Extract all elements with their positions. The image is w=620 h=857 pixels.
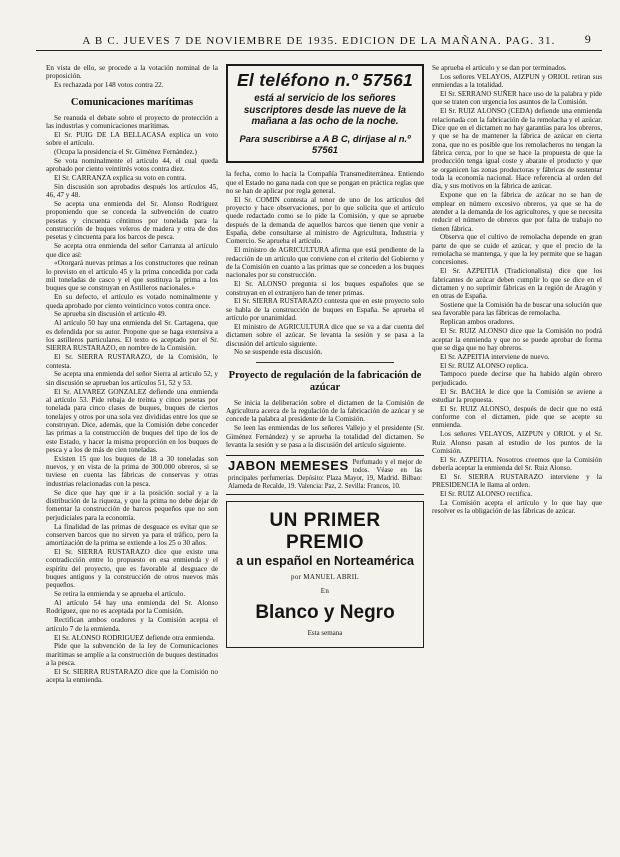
middle-paragraph: El Sr. SIERRA RUSTARAZO contesta que en este proyecto solo se habla de la construcción de buques en España. Se aprueba el artículo por unanimidad. (226, 297, 424, 323)
right-paragraph: Expone que en la fábrica de azúcar no se han de emplear en número excesivo obreros, ya que se ha de atender a la demanda de los agricultores, y que se necesita reducir el número de obreros que por falta de trabajo no tienen fábrica. (432, 191, 602, 233)
left-paragraph: El Sr. SIERRA RUSTARAZO, de la Comisión, le contesta. (46, 353, 218, 370)
left-paragraph: Al artículo 54 hay una enmienda del Sr. Alonso Rodríguez, que no es aceptada por la Comisión. (46, 599, 218, 616)
left-paragraph: «Otorgará nuevas primas a los constructores que reúnan lo previsto en el artículo 45 y la prima concedida por cada mil toneladas de casco y el que sustituya la prima a los buques que se construyan en Astilleros nacionales.» (46, 259, 218, 293)
left-paragraph: La finalidad de las primas de desguace es evitar que se conserven barcos que no sirven ya para el tráfico, pero la amortización de la prima se extiende a los 25 o 30 años. (46, 522, 218, 548)
left-paragraph: Se acepta una enmienda del Sr. Alonso Rodríguez proponiendo que se conceda la subvención de cuatro pesetas y cincuenta céntimos por tonelada para la construcción de buques veleros de madera y otra de dos pesetas y cincuenta para los barcos de pesca. (46, 199, 218, 242)
left-paragraph: Existen 15 que los buques de 18 a 30 toneladas son nuevos, y en vista de la prima de 300.000 obreros, si se tuviese en cuenta las fábricas de conservas y otras industrias relacionadas con la pesca. (46, 454, 218, 488)
left-paragraph: El Sr. SIERRA RUSTARAZO dice que existe una contradicción entre lo propuesto en esa enmienda y el espíritu del proyecto, que es favorable al desguace de buques antiguos y la construcción de otros nuevos más pequeños. (46, 548, 218, 590)
middle-paragraph: El ministro de AGRICULTURA dice que se va a dar cuenta del dictamen sobre el azúcar. Se levanta la sesión y se pasa a la discusión del artículo siguiente. (226, 322, 424, 348)
right-paragraph: El Sr. RUIZ ALONSO, después de decir que no está conforme con el dictamen, pide que se acepte su enmienda. (432, 404, 602, 430)
left-paragraph: Se acepta una enmienda del señor Sierra al artículo 52, y sin discusión se aprueban los artículos 51, 52 y 53. (46, 370, 218, 387)
soap-advertisement (226, 455, 424, 494)
middle-paragraph: El Sr. COMIN contesta al tenor de uno de los artículos del proyecto y hace observaciones, por lo que solicita que el artículo quede redactado como se lo pide la Comisión, y que se apruebe después de la demanda de aquellos barcos que tienen que venir a España, debe consultarse al ministro de Agricultura, Industria y Comercio. Se aprueba el artículo. (226, 195, 424, 246)
notice-phone-headline: El teléfono n.º 57561 (236, 70, 414, 90)
middle-paragraph: Se leen las enmiendas de los señores Vallejo y el presidente (Sr. Giménez Fernández) y se aprueba la totalidad del dictamen. Se levanta la sesión y se pasa a la discusión del artículo siguiente. (226, 424, 424, 449)
left-paragraph: El Sr. PUIG DE LA BELLACASA explica un voto sobre el artículo. (46, 130, 218, 148)
right-paragraph: El Sr. RUIZ ALONSO dice que la Comisión no podrá aceptar la enmienda y que no se puede aprobar de forma que se diga que no hay obreros. (432, 327, 602, 352)
right-paragraph: Observa que el cultivo de remolacha depende en gran parte de que se cuide el azúcar, y que el precio de la remolacha se mantenga, y que la ley permite que se hagan concesiones. (432, 233, 602, 267)
section-title-azucar: Proyecto de regulación de la fabricación de azúcar (228, 369, 422, 393)
right-paragraph: Sostiene que la Comisión ha de buscar una solución que sea favorable para las fábricas de remolacha. (432, 301, 602, 318)
right-paragraph: Tampoco puede decirse que ha habido algún obrero perjudicado. (432, 370, 602, 387)
right-column (432, 64, 602, 840)
left-paragraph: Se dice que hay que ir a la posición social y a la distribución de la riqueza, y que la prima no debe dejar de fomentar la construcción de barcos pequeños que no son perjudiciales para la economía. (46, 488, 218, 522)
closing-line: No se suspende esta discusión. (234, 348, 323, 357)
blanco-y-negro-advertisement (226, 501, 424, 649)
soap-ad-text: Perfumado y el mejor de todos. Véase en las principales perfumerías. Depósito: Plaza Mayor, 19, Madrid. Bilbao: Alameda de Recalde, 19. Valencia: Paz, 2. Sevilla: Francos, 10. (228, 459, 422, 490)
right-paragraph: El Sr. BACHA le dice que la Comisión se aviene a estudiar la propuesta. (432, 387, 602, 404)
right-paragraph: El Sr. AZPEITIA interviene de nuevo. (440, 352, 550, 361)
left-paragraph: El Sr. ALONSO RODRIGUEZ defiende otra enmienda. (54, 633, 215, 642)
notice-body: está al servicio de los señores suscriptores desde las nueve de la mañana a las ocho de la noche. (243, 93, 407, 128)
ad-headline: UN PRIMER PREMIO (269, 509, 381, 553)
right-paragraph: La Comisión acepta el artículo y lo que hay que resolver es la obligación de las fábricas de azúcar. (432, 499, 602, 516)
section-title-comunicaciones: Comunicaciones marítimas (70, 96, 194, 108)
ad-author: por MANUEL ABRIL (291, 573, 359, 581)
middle-column (226, 64, 424, 840)
left-paragraph: En su defecto, el artículo es votado nominalmente y queda aprobado por ciento veinticinco votos contra once. (46, 293, 218, 310)
telephone-notice-box (226, 64, 424, 163)
left-paragraph: Pide que la subvención de la ley de Comunicaciones marítimas se amplíe a la construcción de buques destinados a la pesca. (46, 642, 218, 668)
ad-subheadline: a un español en Norteamérica (236, 553, 414, 568)
right-paragraph: El Sr. SERRANO SUÑER hace uso de la palabra y pide que se traten con urgencia los asuntos de la Comisión. (432, 90, 602, 107)
right-paragraph: El Sr. RUIZ ALONSO replica. (440, 361, 529, 370)
ad-en: En (320, 587, 330, 595)
right-paragraph: Los señores VELAYOS, AIZPUN y ORIOL y el Sr. Ruiz Alonso pasan al estudio de los puntos de la Comisión. (432, 430, 602, 455)
left-paragraph: Sin discusión son aprobados después los artículos 45, 46, 47 y 48. (46, 182, 218, 200)
left-paragraph: Se vota nominalmente el artículo 44, el cual queda aprobado por ciento veintitrés votos contra diez. (46, 156, 218, 174)
right-paragraph: Los señores VELAYOS, AIZPUN y ORIOL retiran sus enmiendas a la totalidad. (432, 72, 602, 90)
ad-footer: Esta semana (307, 629, 343, 637)
left-paragraph: Al artículo 50 hay una enmienda del Sr. Cartagena, que es defendida por su autor. Propone que se haga extensiva a los astilleros particulares. El texto es aceptado por el Sr. SIERRA RUSTARAZO, en nombre de la Comisión. (46, 319, 218, 353)
left-column (46, 64, 218, 840)
right-paragraph: El Sr. AZPEITIA (Tradicionalista) dice que los fabricantes de azúcar deben cumplir lo que se dice en el dictamen y no suprimir fábricas en la región de Aragón y en otras de España. (432, 267, 602, 301)
middle-paragraph: El Sr. ALONSO pregunta si los buques españoles que se construyan en el extranjero han de tener primas. (226, 280, 424, 297)
left-paragraph: Rectifican ambos oradores y la Comisión acepta el artículo 7 de la enmienda. (46, 616, 218, 633)
left-paragraph: Se reanuda el debate sobre el proyecto de protección a las industrias y comunicaciones marítimas. (46, 113, 218, 130)
middle-paragraph: la fecha, como lo hacía la Compañía Transmediterránea. Entiendo que el Estado no gana nada con que se pongan en práctica reglas que no se han de aplicar por regla general. (226, 170, 424, 195)
middle-paragraph: El ministro de AGRICULTURA afirma que está pendiente de la redacción de un artículo que conviene con el criterio del Gobierno y de la Comisión en cuanto a las primas que se conceden a los buques nacionales por su construcción. (226, 246, 424, 280)
right-paragraph: El Sr. RUIZ ALONSO (CEDA) defiende una enmienda relacionada con la fabricación de la remolacha y el azúcar. Dice que en el dictamen no hay garantías para los obreros, y que se ha de mantener la fábrica de azúcar en cierta zona, que no es posible que los remolacheros no tengan la fábrica cerca, por lo que se hace la propuesta de que la producción tenga igual coste y abarate el producto y que se organicen las zonas productoras y fábricas de sustentar toda la economía nacional. Hace referencia al orden del día, y sus motivos en la fábrica de azúcar. (432, 107, 602, 191)
section-divider (256, 362, 394, 363)
right-paragraph: Replican ambos oradores. (440, 318, 515, 327)
left-paragraph: Se acepta otra enmienda del señor Carranza al artículo que dice así: (46, 242, 218, 259)
right-paragraph: El Sr. SIERRA RUSTARAZO interviene y la PRESIDENCIA le llama al orden. (432, 473, 602, 490)
left-paragraph: El Sr. CARRANZA explica su voto en contra. (54, 173, 187, 182)
page-mark: 9 (584, 32, 592, 46)
left-paragraph: El Sr. ALVAREZ GONZALEZ defiende una enmienda al artículo 53. Pide rebaja de treinta y cinco pesetas por tonelada para cinco clases de buques, buques de ciertos tonelajes y otros por una sola vez divididas entre los que se construyan. Dice, además, que la Comisión debe conceder las primas a la construcción de buques del tipo de los de este Estado, y hacer la misma proporción en los buques de pesca y a los de más de cien toneladas. (46, 387, 218, 454)
right-paragraph: Se aprueba el artículo y se dan por terminados. (432, 64, 567, 72)
opening-paragraph: Es rechazada por 148 votos contra 22. (54, 81, 164, 90)
left-paragraph: Se aprueba sin discusión el artículo 49. (54, 310, 167, 319)
right-paragraph: El Sr. AZPEITIA. Nosotros creemos que la Comisión debería aceptar la enmienda del Sr. Ruiz Alonso. (432, 455, 602, 473)
left-paragraph: Se retira la enmienda y se aprueba el artículo. (54, 590, 186, 599)
page-header (36, 34, 602, 51)
ad-magazine-title: Blanco y Negro (255, 602, 395, 623)
left-paragraph: El Sr. SIERRA RUSTARAZO dice que la Comisión no acepta la enmienda. (46, 667, 218, 685)
opening-paragraph: En vista de ello, se procede a la votación nominal de la proposición. (46, 64, 218, 81)
right-paragraph: El Sr. RUIZ ALONSO rectifica. (440, 490, 533, 499)
soap-brand: JABON MEMESES (228, 458, 349, 474)
header-text: A B C. JUEVES 7 DE NOVIEMBRE DE 1935. EDICION DE LA MAÑANA. PAG. 31. (82, 35, 556, 47)
left-paragraph: (Ocupa la presidencia el Sr. Giménez Fernández.) (54, 147, 197, 156)
middle-paragraph: Se inicia la deliberación sobre el dictamen de la Comisión de Agricultura acerca de la regulación de la fabricación de azúcar y se concede la palabra al presidente de la Comisión. (226, 398, 424, 424)
notice-footer: Para suscribirse a A B C, diríjase al n.º 57561 (239, 132, 411, 155)
